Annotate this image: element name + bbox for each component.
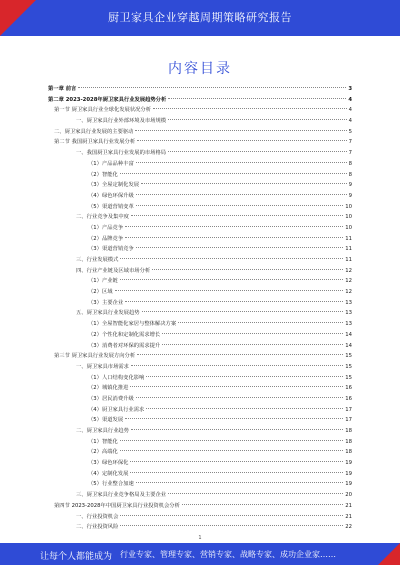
toc-entry-title: （2）个性化和定制化需求增长 xyxy=(88,331,161,338)
toc-entry-title: （5）行业整合加速 xyxy=(88,481,134,488)
toc-entry[interactable] xyxy=(48,394,352,405)
table-of-contents xyxy=(48,84,352,533)
toc-entry-page: 8 xyxy=(348,171,352,178)
toc-entry-title: 五、厨卫家具行业发展趋势 xyxy=(76,310,140,317)
toc-leader-dots xyxy=(137,140,346,141)
toc-leader-dots xyxy=(120,525,343,526)
toc-entry-page: 21 xyxy=(345,513,352,520)
toc-entry[interactable] xyxy=(48,405,352,416)
toc-entry[interactable] xyxy=(48,426,352,437)
toc-entry-title: 一、厨卫家具市场需求 xyxy=(76,363,129,370)
toc-entry[interactable] xyxy=(48,522,352,533)
toc-entry-title: （1）全屋智能化家居与整体解决方案 xyxy=(88,321,177,328)
toc-entry-title: （1）产品品种丰富 xyxy=(88,160,134,167)
toc-entry-title: 三、厨卫家具行业竞争格局及主要企业 xyxy=(76,492,167,499)
toc-entry-page: 11 xyxy=(345,246,352,253)
toc-entry-page: 17 xyxy=(345,417,352,424)
toc-leader-dots xyxy=(168,151,347,152)
toc-entry[interactable] xyxy=(48,415,352,426)
toc-entry-page: 20 xyxy=(345,492,352,499)
toc-entry[interactable] xyxy=(48,298,352,309)
toc-entry[interactable] xyxy=(48,490,352,501)
toc-entry-page: 18 xyxy=(345,428,352,434)
toc-leader-dots xyxy=(182,504,343,505)
toc-entry[interactable] xyxy=(48,383,352,394)
toc-leader-dots xyxy=(162,333,343,334)
report-title: 厨卫家具企业穿越周期策略研究报告 xyxy=(108,11,292,24)
toc-leader-dots xyxy=(136,205,344,206)
toc-leader-dots xyxy=(178,322,343,323)
toc-entry-page: 12 xyxy=(345,289,352,296)
toc-entry-page: 4 xyxy=(348,118,352,125)
toc-entry-page: 15 xyxy=(345,353,352,360)
toc-entry-title: 第一章 前言 xyxy=(48,86,77,92)
report-footer xyxy=(0,543,400,565)
toc-entry-title: （3）全屋定制化发展 xyxy=(88,182,140,189)
toc-leader-dots xyxy=(162,344,343,345)
toc-leader-dots xyxy=(136,162,347,163)
toc-entry-title: 二、行业竞争及集中度 xyxy=(76,214,129,221)
toc-entry-title: （1）产品竞争 xyxy=(88,224,124,231)
toc-entry[interactable] xyxy=(48,287,352,298)
toc-entry-title: 第一节 厨卫家具行业全球化发展状况分析 xyxy=(54,107,152,114)
toc-entry-page: 12 xyxy=(345,267,352,274)
toc-leader-dots xyxy=(136,194,347,195)
toc-leader-dots xyxy=(152,269,343,270)
toc-leader-dots xyxy=(120,173,347,174)
toc-entry-page: 10 xyxy=(345,203,352,210)
toc-entry-page: 14 xyxy=(345,342,352,349)
toc-entry-title: （5）渠道营销变革 xyxy=(88,203,134,210)
toc-entry-title: （1）智能化 xyxy=(88,438,118,445)
toc-entry-page: 16 xyxy=(345,385,352,392)
toc-leader-dots xyxy=(78,87,346,88)
toc-entry-page: 18 xyxy=(345,438,352,445)
toc-entry[interactable] xyxy=(48,373,352,384)
toc-leader-dots xyxy=(136,247,344,248)
toc-leader-dots xyxy=(131,365,343,366)
toc-entry-page: 12 xyxy=(345,278,352,285)
toc-entry[interactable] xyxy=(48,191,352,202)
toc-leader-dots xyxy=(136,397,344,398)
toc-entry[interactable] xyxy=(48,437,352,448)
toc-entry-page: 14 xyxy=(345,331,352,338)
toc-entry-page: 22 xyxy=(345,524,352,531)
toc-entry-page: 18 xyxy=(345,449,352,456)
page-number: 1 xyxy=(198,535,202,541)
toc-leader-dots xyxy=(130,386,343,387)
toc-entry-title: （2）智能化 xyxy=(88,171,118,178)
toc-entry[interactable] xyxy=(48,512,352,523)
toc-entry-title: （3）居民消费升级 xyxy=(88,395,134,402)
toc-entry-page: 16 xyxy=(345,395,352,402)
toc-entry-page: 4 xyxy=(348,107,352,114)
toc-entry[interactable] xyxy=(48,319,352,330)
toc-entry-title: 四、行业产业链及区域市场分析 xyxy=(76,267,151,274)
toc-entry[interactable] xyxy=(48,308,352,319)
toc-leader-dots xyxy=(142,311,344,312)
report-header xyxy=(0,0,400,36)
toc-entry[interactable] xyxy=(48,105,352,116)
toc-entry-page: 11 xyxy=(345,257,352,263)
toc-entry[interactable] xyxy=(48,159,352,170)
toc-entry-title: （2）城镇化推进 xyxy=(88,385,129,392)
toc-leader-dots xyxy=(135,130,346,131)
toc-entry-page: 8 xyxy=(348,160,352,167)
toc-entry-title: （3）主要企业 xyxy=(88,299,124,306)
toc-entry-page: 13 xyxy=(345,299,352,306)
toc-entry-title: 一、我国厨卫家具行业发展的市场格局 xyxy=(76,150,167,157)
toc-leader-dots xyxy=(141,183,347,184)
toc-entry[interactable] xyxy=(48,479,352,490)
toc-entry-page: 13 xyxy=(345,321,352,328)
toc-entry[interactable] xyxy=(48,127,352,138)
toc-entry[interactable] xyxy=(48,234,352,245)
toc-leader-dots xyxy=(137,354,343,355)
toc-entry-page: 9 xyxy=(348,192,352,199)
toc-entry[interactable] xyxy=(48,469,352,480)
toc-entry[interactable] xyxy=(48,84,352,95)
toc-entry[interactable] xyxy=(48,351,352,362)
toc-leader-dots xyxy=(125,226,343,227)
toc-leader-dots xyxy=(130,472,343,473)
toc-entry-title: （4）厨卫家具行业需求 xyxy=(88,406,145,413)
toc-entry[interactable] xyxy=(48,95,352,106)
toc-entry[interactable] xyxy=(48,501,352,512)
toc-entry[interactable] xyxy=(48,276,352,287)
toc-entry-page: 17 xyxy=(345,406,352,413)
toc-leader-dots xyxy=(131,215,343,216)
toc-leader-dots xyxy=(153,108,347,109)
toc-entry-page: 11 xyxy=(345,235,352,242)
toc-entry[interactable] xyxy=(48,447,352,458)
toc-entry-page: 19 xyxy=(345,460,352,467)
toc-leader-dots xyxy=(168,119,347,120)
toc-entry[interactable] xyxy=(48,170,352,181)
toc-entry-title: 二、厨卫家具行业发展的主要驱动 xyxy=(54,128,134,135)
toc-entry[interactable] xyxy=(48,137,352,148)
toc-entry-page: 4 xyxy=(348,96,352,103)
toc-entry[interactable] xyxy=(48,202,352,213)
toc-entry[interactable] xyxy=(48,148,352,159)
toc-entry[interactable] xyxy=(48,458,352,469)
toc-entry-page: 21 xyxy=(345,502,352,509)
toc-entry-page: 3 xyxy=(348,86,352,92)
toc-entry[interactable] xyxy=(48,266,352,277)
footer-corner-accent xyxy=(378,543,400,565)
toc-leader-dots xyxy=(120,440,343,441)
toc-leader-dots xyxy=(120,258,343,259)
toc-entry-title: 第三节 厨卫家具行业发展方向分析 xyxy=(54,353,136,360)
toc-entry-title: （3）消费者对环保的需求提升 xyxy=(88,342,161,349)
toc-entry-title: 第二节 我国厨卫家具行业发展分析 xyxy=(54,139,136,146)
toc-entry[interactable] xyxy=(48,116,352,127)
toc-entry[interactable] xyxy=(48,212,352,223)
toc-entry-title: 第四节 2023-2028年中国厨卫家具行业投资机会分析 xyxy=(54,502,180,509)
toc-entry-title: 第二章 2023-2028年厨卫家具行业发展趋势分析 xyxy=(48,96,167,103)
toc-entry-title: 二、行业投资风险 xyxy=(76,524,119,531)
toc-leader-dots xyxy=(120,279,343,280)
toc-entry-title: （2）高端化 xyxy=(88,449,118,456)
toc-entry-page: 10 xyxy=(345,214,352,221)
toc-entry-title: （1）产业链 xyxy=(88,278,118,285)
toc-entry-title: （4）定制化发展 xyxy=(88,470,129,477)
toc-entry-page: 15 xyxy=(345,363,352,370)
toc-entry-title: 一、厨卫家具行业外部环境及市场规模 xyxy=(76,118,167,125)
footer-slogan-right: 行业专家、管理专家、营销专家、战略专家、成功企业家…… xyxy=(120,550,336,559)
toc-leader-dots xyxy=(136,482,344,483)
footer-slogan-left: 让每个人都能成为 xyxy=(40,552,113,562)
toc-leader-dots xyxy=(115,290,344,291)
toc-entry-page: 7 xyxy=(348,150,352,157)
toc-entry-page: 5 xyxy=(348,128,352,135)
toc-entry-page: 13 xyxy=(345,310,352,317)
toc-entry-page: 7 xyxy=(348,139,352,146)
toc-entry-title: 一、行业投资机会 xyxy=(76,513,119,520)
toc-entry-title: （2）区域 xyxy=(88,289,113,296)
toc-entry-title: 二、厨卫家具行业趋势 xyxy=(76,428,129,434)
toc-leader-dots xyxy=(130,461,343,462)
toc-leader-dots xyxy=(120,450,343,451)
toc-leader-dots xyxy=(168,493,343,494)
toc-leader-dots xyxy=(125,237,343,238)
toc-entry-page: 19 xyxy=(345,481,352,488)
toc-leader-dots xyxy=(146,408,343,409)
toc-entry[interactable] xyxy=(48,362,352,373)
toc-entry[interactable] xyxy=(48,223,352,234)
toc-entry-page: 9 xyxy=(348,182,352,189)
toc-entry[interactable] xyxy=(48,180,352,191)
toc-entry-page: 15 xyxy=(345,374,352,381)
toc-entry-title: （1）人口结构变化影响 xyxy=(88,374,145,381)
toc-entry-title: （2）品牌竞争 xyxy=(88,235,124,242)
toc-entry[interactable] xyxy=(48,330,352,341)
toc-entry[interactable] xyxy=(48,244,352,255)
toc-leader-dots xyxy=(120,515,343,516)
toc-heading: 内容目录 xyxy=(168,61,232,77)
toc-entry[interactable] xyxy=(48,255,352,266)
toc-entry-title: （5）渠道发展 xyxy=(88,417,124,424)
toc-entry-page: 19 xyxy=(345,470,352,477)
toc-leader-dots xyxy=(125,301,343,302)
toc-entry-title: （4）绿色环保升级 xyxy=(88,192,134,199)
toc-leader-dots xyxy=(146,376,343,377)
toc-entry[interactable] xyxy=(48,341,352,352)
toc-leader-dots xyxy=(131,429,343,430)
toc-entry-title: 三、行业发展模式 xyxy=(76,257,119,263)
toc-leader-dots xyxy=(168,98,346,99)
toc-entry-title: （3）渠道营销竞争 xyxy=(88,246,134,253)
toc-entry-page: 10 xyxy=(345,224,352,231)
toc-entry-title: （3）绿色环保化 xyxy=(88,460,129,467)
toc-leader-dots xyxy=(125,418,343,419)
